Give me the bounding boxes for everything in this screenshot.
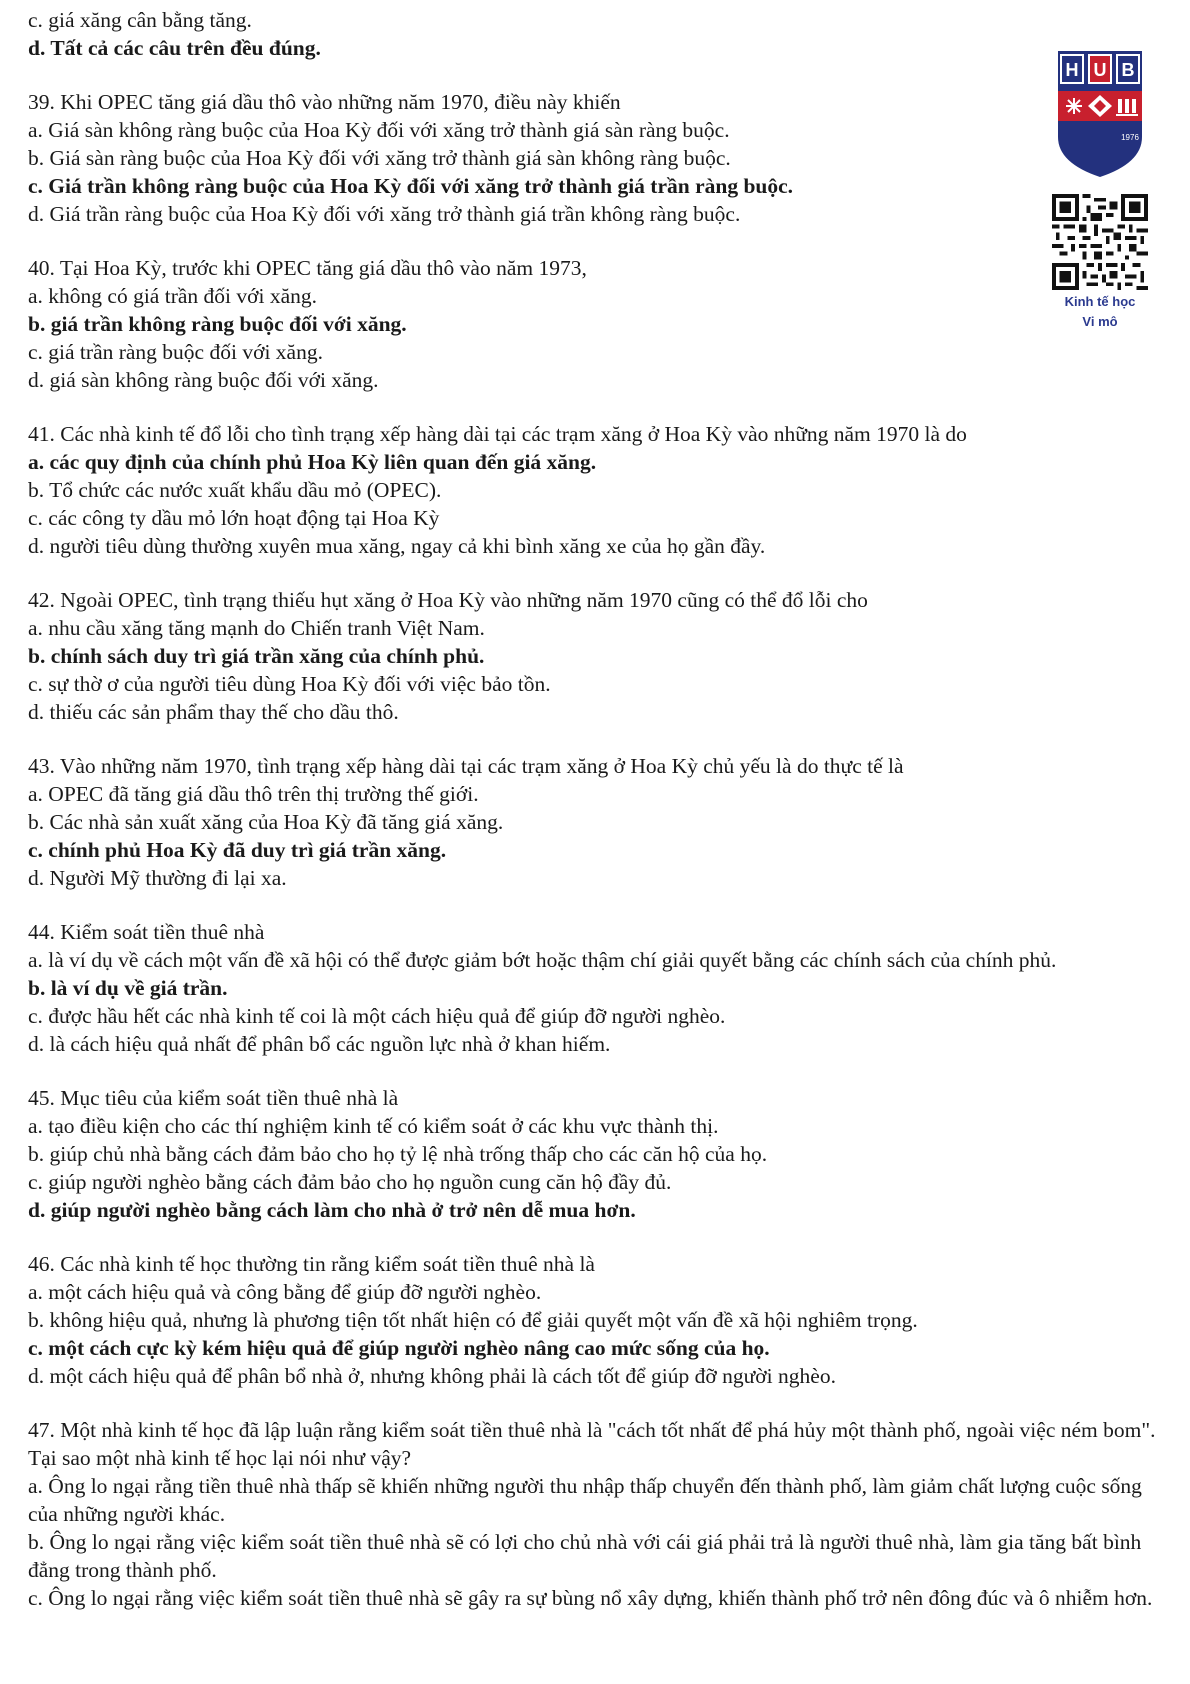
option: a. một cách hiệu quả và công bằng để giúp đỡ người nghèo. <box>28 1280 542 1304</box>
option: c. sự thờ ơ của người tiêu dùng Hoa Kỳ đối với việc bảo tồn. <box>28 672 551 696</box>
question-46 <box>28 1250 1168 1390</box>
option: c. giá trần ràng buộc đối với xăng. <box>28 340 323 364</box>
brand-name-line2: Vi mô <box>1082 314 1118 329</box>
option: d. một cách hiệu quả để phân bổ nhà ở, nhưng không phải là cách tốt để giúp đỡ người nghèo. <box>28 1364 836 1388</box>
option: d. Giá trần ràng buộc của Hoa Kỳ đối với xăng trở thành giá trần không ràng buộc. <box>28 202 741 226</box>
option: d. Người Mỹ thường đi lại xa. <box>28 866 287 890</box>
question-stem: 44. Kiểm soát tiền thuê nhà <box>28 920 265 944</box>
option: d. người tiêu dùng thường xuyên mua xăng, ngay cả khi bình xăng xe của họ gần đầy. <box>28 534 766 558</box>
option-answer: c. Giá trần không ràng buộc của Hoa Kỳ đối với xăng trở thành giá trần ràng buộc. <box>28 174 794 198</box>
question-47 <box>28 1416 1168 1612</box>
question-41 <box>28 420 1168 560</box>
option: d. là cách hiệu quả nhất để phân bổ các nguồn lực nhà ở khan hiếm. <box>28 1032 611 1056</box>
option-answer: d. giúp người nghèo bằng cách làm cho nhà ở trở nên dễ mua hơn. <box>28 1198 636 1222</box>
question-stem: 43. Vào những năm 1970, tình trạng xếp hàng dài tại các trạm xăng ở Hoa Kỳ chủ yếu là do thực tế là <box>28 754 904 778</box>
option: b. Tổ chức các nước xuất khẩu dầu mỏ (OPEC). <box>28 478 442 502</box>
option: c. được hầu hết các nhà kinh tế coi là một cách hiệu quả để giúp đỡ người nghèo. <box>28 1004 726 1028</box>
svg-text:U: U <box>1093 60 1107 80</box>
option-answer: c. một cách cực kỳ kém hiệu quả để giúp người nghèo nâng cao mức sống của họ. <box>28 1336 770 1360</box>
question-40 <box>28 254 1168 394</box>
option: a. Ông lo ngại rằng tiền thuê nhà thấp sẽ khiến những người thu nhập thấp chuyển đến thành phố, làm giảm chất lượng cuộc sống của những người khác. <box>28 1474 1142 1526</box>
option-answer: b. giá trần không ràng buộc đối với xăng. <box>28 312 407 336</box>
question-39 <box>28 88 1168 228</box>
question-42 <box>28 586 1168 726</box>
option: a. tạo điều kiện cho các thí nghiệm kinh tế có kiểm soát ở các khu vực thành thị. <box>28 1114 719 1138</box>
option: a. OPEC đã tăng giá dầu thô trên thị trường thế giới. <box>28 782 479 806</box>
document-page <box>28 6 1168 1612</box>
option-answer: a. các quy định của chính phủ Hoa Kỳ liên quan đến giá xăng. <box>28 450 597 474</box>
hub-branding <box>1045 45 1155 330</box>
option: d. giá sàn không ràng buộc đối với xăng. <box>28 368 379 392</box>
option: b. không hiệu quả, nhưng là phương tiện tốt nhất hiện có để giải quyết một vấn đề xã hội nghiêm trọng. <box>28 1308 918 1332</box>
question-stem: 47. Một nhà kinh tế học đã lập luận rằng kiểm soát tiền thuê nhà là "cách tốt nhất để phá hủy một thành phố, ngoài việc ném bom". Tại sao một nhà kinh tế học lại nói như vậy? <box>28 1418 1156 1470</box>
option: a. nhu cầu xăng tăng mạnh do Chiến tranh Việt Nam. <box>28 616 485 640</box>
option: c. các công ty dầu mỏ lớn hoạt động tại Hoa Kỳ <box>28 506 440 530</box>
question-stem: 46. Các nhà kinh tế học thường tin rằng kiểm soát tiền thuê nhà là <box>28 1252 595 1276</box>
option: b. Ông lo ngại rằng việc kiểm soát tiền thuê nhà sẽ có lợi cho chủ nhà với cái giá phải trả là người thuê nhà, làm gia tăng bất bình đẳng trong thành phố. <box>28 1530 1142 1582</box>
option: b. Các nhà sản xuất xăng của Hoa Kỳ đã tăng giá xăng. <box>28 810 504 834</box>
option: a. là ví dụ về cách một vấn đề xã hội có thể được giảm bớt hoặc thậm chí giải quyết bằng các chính sách của chính phủ. <box>28 948 1057 972</box>
question-stem: 41. Các nhà kinh tế đổ lỗi cho tình trạng xếp hàng dài tại các trạm xăng ở Hoa Kỳ vào những năm 1970 là do <box>28 422 967 446</box>
qr-code-icon[interactable] <box>1052 194 1148 290</box>
intro-option-c: c. giá xăng cân bằng tăng. <box>28 8 252 32</box>
brand-name-line1: Kinh tế học <box>1064 294 1136 309</box>
option: a. Giá sàn không ràng buộc của Hoa Kỳ đối với xăng trở thành giá sàn ràng buộc. <box>28 118 730 142</box>
question-43 <box>28 752 1168 892</box>
svg-text:1976: 1976 <box>1121 133 1139 142</box>
question-stem: 39. Khi OPEC tăng giá dầu thô vào những năm 1970, điều này khiến <box>28 90 621 114</box>
svg-text:H: H <box>1065 60 1079 80</box>
option: c. Ông lo ngại rằng việc kiểm soát tiền thuê nhà sẽ gây ra sự bùng nổ xây dựng, khiến thành phố trở nên đông đúc và ô nhiễm hơn. <box>28 1586 1153 1610</box>
option: d. thiếu các sản phẩm thay thế cho dầu thô. <box>28 700 399 724</box>
option: c. giúp người nghèo bằng cách đảm bảo cho họ nguồn cung căn hộ đầy đủ. <box>28 1170 672 1194</box>
option-answer: c. chính phủ Hoa Kỳ đã duy trì giá trần xăng. <box>28 838 447 862</box>
hub-shield-logo <box>1052 45 1148 180</box>
option-answer: b. là ví dụ về giá trần. <box>28 976 228 1000</box>
question-stem: 40. Tại Hoa Kỳ, trước khi OPEC tăng giá dầu thô vào năm 1973, <box>28 256 587 280</box>
question-stem: 42. Ngoài OPEC, tình trạng thiếu hụt xăng ở Hoa Kỳ vào những năm 1970 cũng có thể đổ lỗi cho <box>28 588 868 612</box>
svg-text:B: B <box>1121 60 1135 80</box>
option-answer: b. chính sách duy trì giá trần xăng của chính phủ. <box>28 644 485 668</box>
question-44 <box>28 918 1168 1058</box>
option: b. giúp chủ nhà bằng cách đảm bảo cho họ tỷ lệ nhà trống thấp cho các căn hộ của họ. <box>28 1142 768 1166</box>
question-45 <box>28 1084 1168 1224</box>
option: b. Giá sàn ràng buộc của Hoa Kỳ đối với xăng trở thành giá sàn không ràng buộc. <box>28 146 731 170</box>
option: a. không có giá trần đối với xăng. <box>28 284 318 308</box>
intro-option-d-answer: d. Tất cả các câu trên đều đúng. <box>28 36 321 60</box>
question-stem: 45. Mục tiêu của kiểm soát tiền thuê nhà là <box>28 1086 399 1110</box>
